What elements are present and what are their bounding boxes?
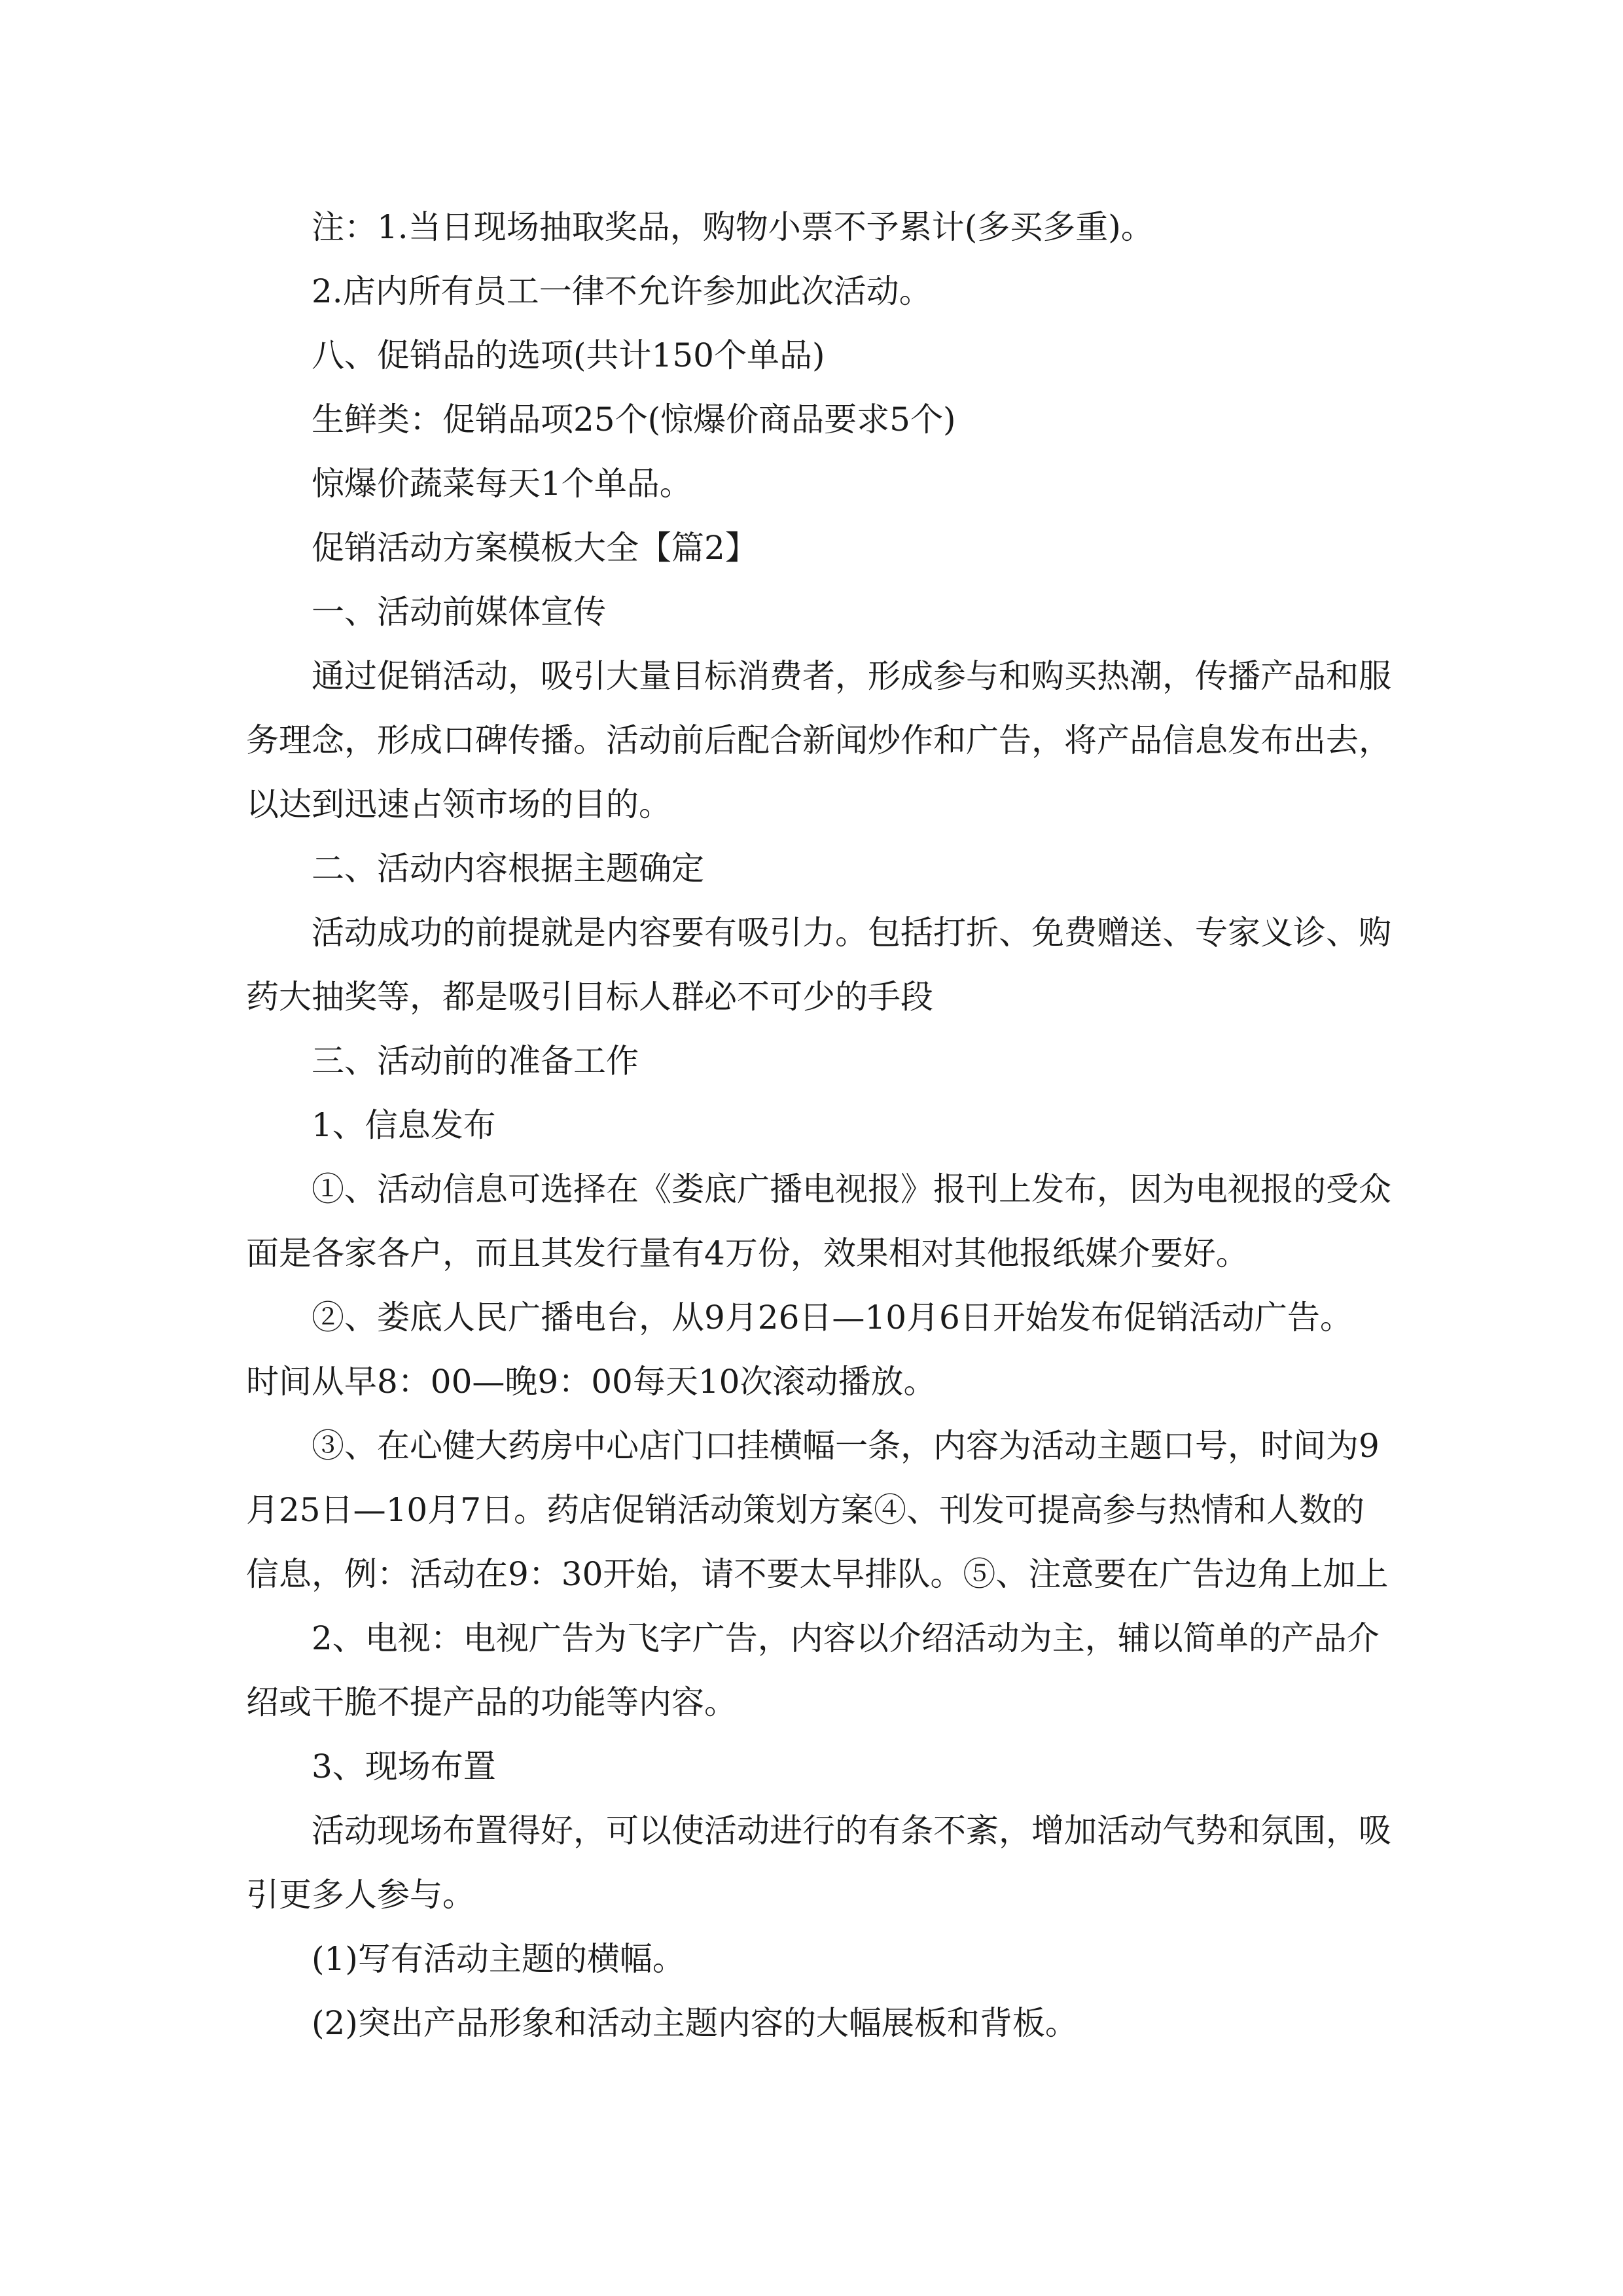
text-line: 注：1.当日现场抽取奖品，购物小票不予累计(多买多重)。 [312, 208, 1154, 246]
text-line: 时间从早8：00—晚9：00每天10次滚动播放。 [246, 1363, 936, 1401]
text-line: 活动现场布置得好，可以使活动进行的有条不紊，增加活动气势和氛围，吸 [312, 1812, 1391, 1850]
text-line: 活动成功的前提就是内容要有吸引力。包括打折、免费赠送、专家义诊、购 [312, 914, 1391, 952]
text-line: 以达到迅速占领市场的目的。 [246, 785, 671, 823]
text-line: 信息，例：活动在9：30开始，请不要太早排队。⑤、注意要在广告边角上加上 [246, 1555, 1389, 1593]
text-line: ③、在心健大药房中心店门口挂横幅一条，内容为活动主题口号，时间为9 [312, 1427, 1380, 1465]
text-line: 面是各家各户，而且其发行量有4万份，效果相对其他报纸媒介要好。 [246, 1234, 1249, 1272]
text-line: 3、现场布置 [312, 1748, 496, 1785]
text-line: 促销活动方案模板大全【篇2】 [312, 529, 758, 567]
text-line: (2)突出产品形象和活动主题内容的大幅展板和背板。 [312, 2004, 1078, 2042]
text-line: 一、活动前媒体宣传 [312, 593, 606, 631]
text-line: 引更多人参与。 [246, 1876, 475, 1914]
text-line: ②、娄底人民广播电台，从9月26日—10月6日开始发布促销活动广告。 [312, 1299, 1353, 1336]
text-line: 三、活动前的准备工作 [312, 1042, 639, 1080]
text-line: 生鲜类：促销品项25个(惊爆价商品要求5个) [312, 401, 956, 439]
text-line: ①、活动信息可选择在《娄底广播电视报》报刊上发布，因为电视报的受众 [312, 1170, 1391, 1208]
text-line: 药大抽奖等，都是吸引目标人群必不可少的手段 [246, 978, 933, 1016]
text-line: (1)写有活动主题的横幅。 [312, 1940, 685, 1978]
document-body [246, 195, 1391, 2055]
text-line: 惊爆价蔬菜每天1个单品。 [312, 465, 692, 503]
text-line: 务理念，形成口碑传播。活动前后配合新闻炒作和广告，将产品信息发布出去， [246, 721, 1391, 759]
text-line: 通过促销活动，吸引大量目标消费者，形成参与和购买热潮，传播产品和服 [312, 657, 1391, 695]
text-line: 八、促销品的选项(共计150个单品) [312, 336, 825, 374]
text-line: 二、活动内容根据主题确定 [312, 850, 704, 888]
text-line: 月25日—10月7日。药店促销活动策划方案④、刊发可提高参与热情和人数的 [246, 1491, 1365, 1529]
text-line: 2.店内所有员工一律不允许参加此次活动。 [312, 272, 932, 310]
text-line: 1、信息发布 [312, 1106, 496, 1144]
text-line: 2、电视：电视广告为飞字广告，内容以介绍活动为主，辅以简单的产品介 [312, 1619, 1380, 1657]
text-line: 绍或干脆不提产品的功能等内容。 [246, 1683, 737, 1721]
